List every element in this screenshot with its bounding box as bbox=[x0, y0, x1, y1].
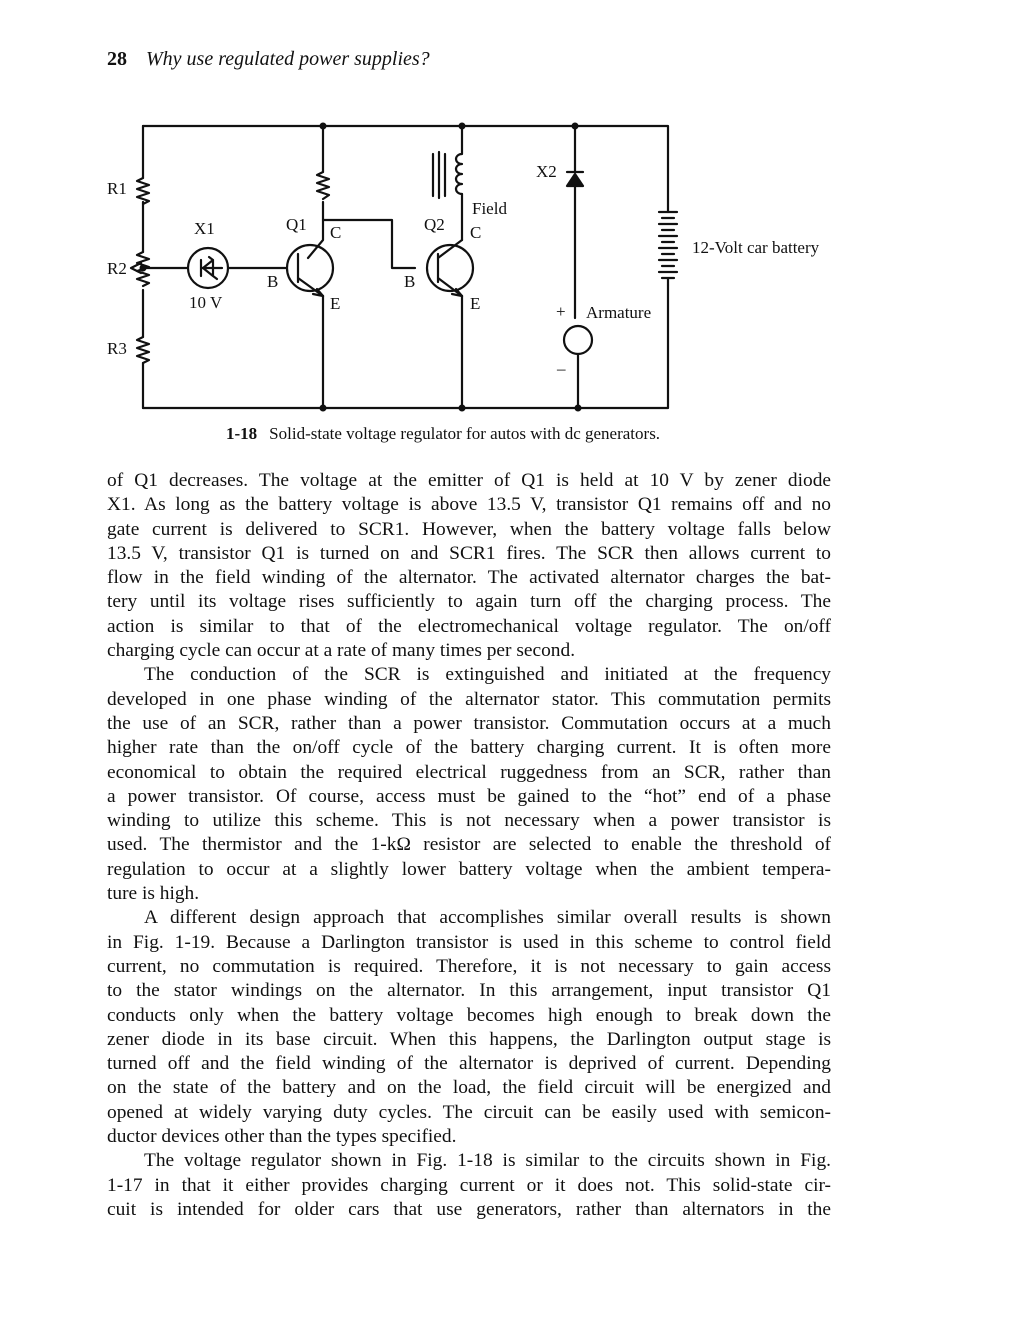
body-line: economical to obtain the required electrical ruggedness from an SCR, rather than bbox=[107, 761, 831, 783]
armature-motor bbox=[564, 326, 592, 354]
q1-emitter-label: E bbox=[330, 294, 341, 313]
body-line: cuit is intended for older cars that use generators, rather than alternators in the bbox=[107, 1198, 831, 1220]
body-line: action is similar to that of the electromechanical voltage regulator. The on/off bbox=[107, 615, 831, 637]
r1-label: R1 bbox=[107, 179, 127, 198]
q2-transistor bbox=[427, 245, 473, 291]
body-line: The voltage regulator shown in Fig. 1-18 is similar to the circuits shown in Fig. bbox=[144, 1150, 831, 1172]
body-line: X1. As long as the battery voltage is above 13.5 V, transistor Q1 remains off and no bbox=[107, 494, 831, 516]
body-line: used. The thermistor and the 1-kΩ resistor are selected to enable the threshold of bbox=[107, 834, 831, 856]
body-line: regulation to occur at a slightly lower battery voltage when the ambient tempera- bbox=[107, 858, 831, 880]
figure-number: 1-18 bbox=[226, 424, 258, 443]
body-line: to the stator windings on the alternator. In this arrangement, input transistor Q1 bbox=[107, 980, 831, 1002]
figure-caption-text: Solid-state voltage regulator for autos with dc generators. bbox=[269, 424, 661, 443]
x2-label: X2 bbox=[536, 162, 557, 181]
x2-diode bbox=[567, 172, 583, 186]
r1-resistor bbox=[137, 178, 149, 204]
field-coil bbox=[456, 126, 462, 194]
q1-resistor bbox=[317, 172, 329, 199]
body-line: developed in one phase winding of the alternator stator. This commutation permits bbox=[107, 688, 831, 710]
q2-label: Q2 bbox=[424, 215, 445, 234]
x1-label: X1 bbox=[194, 219, 215, 238]
figure-caption bbox=[226, 424, 660, 444]
body-line: zener diode in its base circuit. When this happens, the Darlington output stage is bbox=[107, 1028, 831, 1050]
body-line: opened at widely varying duty cycles. The circuit can be easily used with semicon- bbox=[107, 1101, 831, 1123]
body-line: ture is high. bbox=[107, 883, 200, 905]
q1-collector-label: C bbox=[330, 223, 342, 242]
body-line: The conduction of the SCR is extinguished and initiated at the frequency bbox=[144, 664, 831, 686]
zener-voltage-label: 10 V bbox=[189, 293, 223, 312]
q2-collector-label: C bbox=[470, 223, 482, 242]
battery-label: 12-Volt car battery bbox=[692, 238, 820, 257]
body-line: A different design approach that accomplishes similar overall results is shown bbox=[144, 907, 831, 929]
q2-base-label: B bbox=[404, 272, 416, 291]
body-line: in Fig. 1-19. Because a Darlington transistor is used in this scheme to control field bbox=[107, 931, 831, 953]
body-line: higher rate than the on/off cycle of the battery charging current. It is often more bbox=[107, 737, 831, 759]
plus-label: + bbox=[556, 302, 566, 321]
q1-label: Q1 bbox=[286, 215, 307, 234]
body-line: tery until its voltage rises sufficiently to again turn off the charging process. The bbox=[107, 591, 831, 613]
battery-12v bbox=[659, 212, 677, 285]
body-line: winding to utilize this scheme. This is not necessary when a power transistor is bbox=[107, 810, 831, 832]
body-text bbox=[107, 469, 831, 1222]
body-line: gate current is delivered to SCR1. However, when the battery voltage falls below bbox=[107, 518, 831, 540]
field-label: Field bbox=[472, 199, 507, 218]
body-line: conducts only when the battery voltage becomes high enough to break down the bbox=[107, 1004, 831, 1026]
q1-base-label: B bbox=[267, 272, 279, 291]
body-line: flow in the field winding of the alternator. The activated alternator charges the bat- bbox=[107, 567, 831, 589]
page-number: 28 bbox=[107, 48, 127, 70]
running-head-title: Why use regulated power supplies? bbox=[146, 48, 430, 70]
q1-transistor bbox=[287, 245, 333, 291]
body-line: current, no commutation is required. Therefore, it is not necessary to gain access bbox=[107, 955, 831, 977]
body-line: ductor devices other than the types specified. bbox=[107, 1126, 457, 1148]
body-line: on the state of the battery and on the load, the field circuit will be energized and bbox=[107, 1077, 831, 1099]
r3-label: R3 bbox=[107, 339, 127, 358]
body-line: a power transistor. Of course, access must be gained to the “hot” end of a phase bbox=[107, 785, 831, 807]
r2-label: R2 bbox=[107, 259, 127, 278]
body-line: 1-17 in that it either provides charging current or it does not. This solid-state cir- bbox=[107, 1174, 831, 1196]
body-line: the use of an SCR, rather than a power transistor. Commutation occurs at a much bbox=[107, 712, 831, 734]
wire-top-rail bbox=[143, 126, 668, 212]
armature-label: Armature bbox=[586, 303, 652, 322]
body-line: of Q1 decreases. The voltage at the emitter of Q1 is held at 10 V by zener diode bbox=[107, 470, 831, 491]
circuit-schematic bbox=[0, 0, 1024, 420]
q2-emitter-label: E bbox=[470, 294, 481, 313]
r3-resistor bbox=[137, 337, 149, 363]
body-line: turned off and the field winding of the alternator is deprived of current. Depending bbox=[107, 1053, 831, 1075]
body-line: 13.5 V, transistor Q1 is turned on and SCR1 fires. The SCR then allows current to bbox=[107, 542, 831, 564]
minus-label: – bbox=[557, 359, 566, 378]
body-line: charging cycle can occur at a rate of many times per second. bbox=[107, 640, 576, 662]
